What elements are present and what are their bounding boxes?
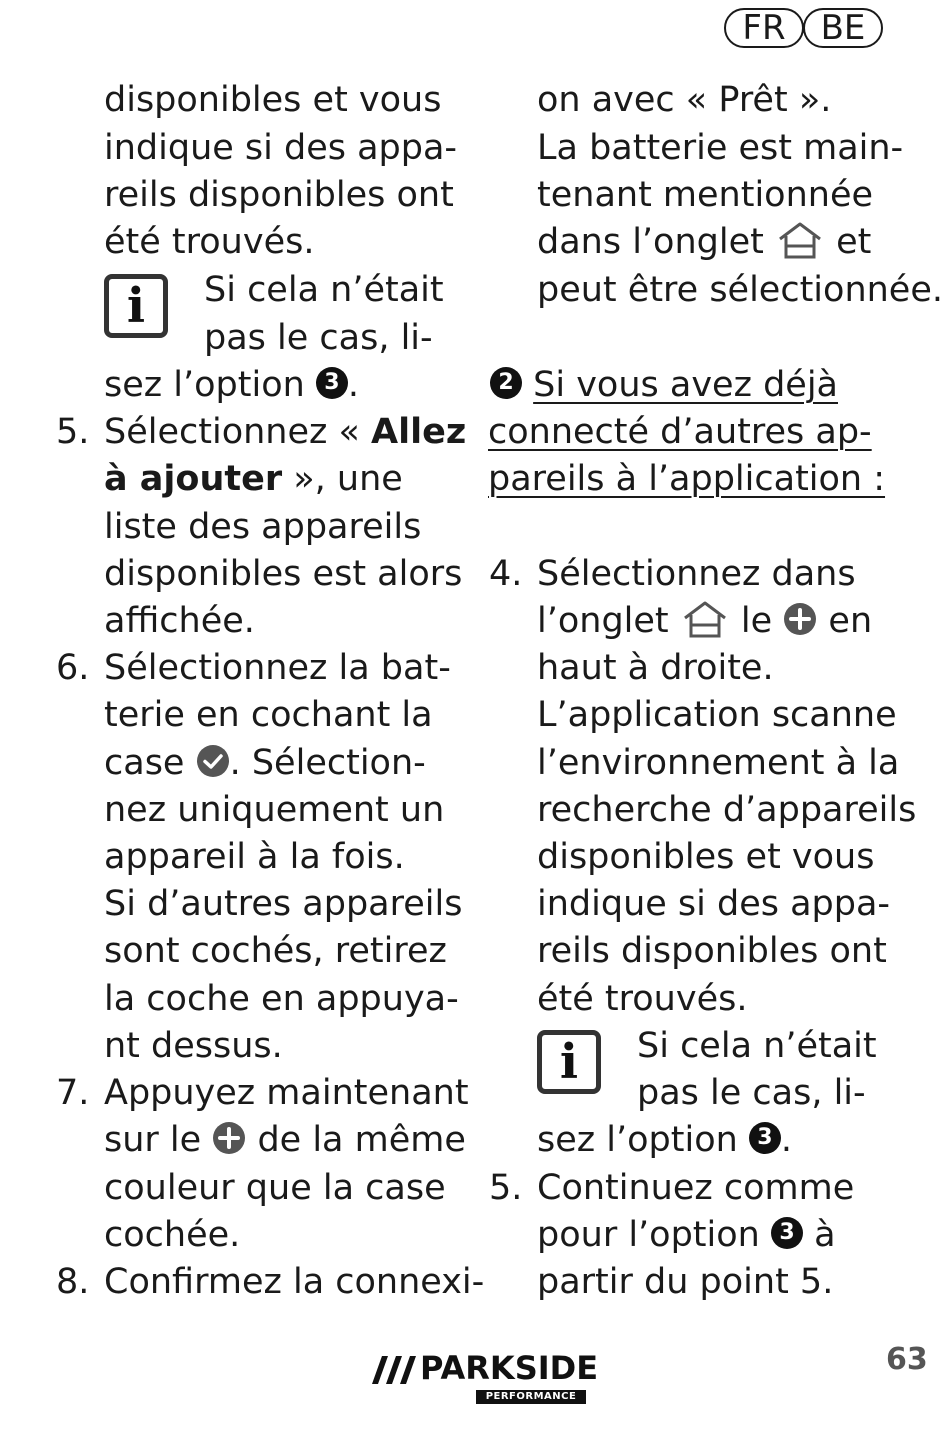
step-line: Si d’autres appareils — [104, 884, 463, 924]
note-text: sez l’option — [104, 365, 316, 405]
text-line: reils disponibles ont — [104, 175, 454, 215]
step-text: de la même — [246, 1120, 466, 1160]
text-line: La batterie est main- — [537, 128, 904, 168]
step-line: couleur que la case — [104, 1168, 446, 1208]
step-text: Sélectionnez « — [104, 412, 372, 452]
info-icon: i — [104, 274, 168, 338]
step-line: reils disponibles ont — [537, 931, 887, 971]
step-line — [104, 743, 426, 783]
step-bold-text: à ajouter — [104, 459, 283, 499]
step-line: indique si des appa- — [537, 884, 891, 924]
brand-name: PARKSIDE — [420, 1349, 599, 1387]
logo-slashes-icon — [372, 1356, 418, 1384]
note-text: sez l’option — [537, 1120, 749, 1160]
step-line — [104, 459, 403, 499]
heading-space — [522, 365, 533, 405]
step-line: sont cochés, retirez — [104, 931, 447, 971]
step-line: appareil à la fois. — [104, 837, 405, 877]
step-line: cochée. — [104, 1215, 241, 1255]
step-line: partir du point 5. — [537, 1262, 834, 1302]
text-line: peut être sélectionnée. — [537, 270, 944, 310]
option-3-badge: 3 — [316, 367, 348, 399]
text-line — [537, 222, 871, 263]
home-tab-icon — [775, 220, 825, 260]
parkside-logo — [372, 1348, 599, 1408]
text-line: indique si des appa- — [104, 128, 458, 168]
step-number: 5. — [489, 1168, 523, 1208]
step-text: à — [802, 1215, 836, 1255]
plus-circle-icon — [783, 602, 817, 636]
step-number: 4. — [489, 554, 523, 594]
info-icon: i — [537, 1030, 601, 1094]
step-text: », une — [282, 459, 403, 499]
step-text: en — [817, 601, 873, 641]
note-line — [537, 1120, 792, 1160]
step-line: affichée. — [104, 601, 255, 641]
step-line: Appuyez maintenant — [104, 1073, 469, 1113]
lang-badge-fr: FR — [724, 8, 804, 48]
page-number: 63 — [886, 1342, 928, 1377]
section-heading — [490, 365, 838, 405]
step-line — [104, 1120, 466, 1160]
step-line — [104, 412, 466, 452]
home-tab-icon — [680, 599, 730, 639]
text: dans l’onglet — [537, 222, 775, 262]
text-line: été trouvés. — [104, 222, 315, 262]
step-bold-text: Allez — [371, 412, 467, 452]
section-heading-line: pareils à l’application : — [488, 459, 886, 499]
step-line: recherche d’appareils — [537, 790, 917, 830]
step-number: 5. — [56, 412, 90, 452]
step-line — [537, 1215, 836, 1255]
text-line: tenant mentionnée — [537, 175, 874, 215]
step-number: 6. — [56, 648, 90, 688]
step-line: L’application scanne — [537, 695, 897, 735]
step-line: nez uniquement un — [104, 790, 445, 830]
note-line: Si cela n’était — [637, 1026, 877, 1066]
step-text: l’onglet — [537, 601, 680, 641]
step-line: liste des appareils — [104, 507, 422, 547]
step-line: haut à droite. — [537, 648, 774, 688]
step-line: été trouvés. — [537, 979, 748, 1019]
option-2-badge: 2 — [490, 367, 522, 399]
text-line: on avec « Prêt ». — [537, 80, 832, 120]
step-line: la coche en appuya- — [104, 979, 459, 1019]
step-line: Confirmez la connexi- — [104, 1262, 485, 1302]
step-line: l’environnement à la — [537, 743, 900, 783]
note-text: . — [780, 1120, 793, 1160]
text-line: disponibles et vous — [104, 80, 442, 120]
step-line: disponibles et vous — [537, 837, 875, 877]
step-number: 7. — [56, 1073, 90, 1113]
text: et — [824, 222, 872, 262]
heading-text: Si vous avez déjà — [533, 365, 838, 405]
option-3-badge: 3 — [749, 1122, 781, 1154]
brand-sub: PERFORMANCE — [476, 1390, 586, 1404]
step-line: disponibles est alors — [104, 554, 463, 594]
step-text: . Sélection- — [229, 743, 426, 783]
note-line — [104, 365, 359, 405]
step-text: sur le — [104, 1120, 213, 1160]
note-line: pas le cas, li- — [204, 318, 433, 358]
note-line: pas le cas, li- — [637, 1073, 866, 1113]
note-line: Si cela n’était — [204, 270, 444, 310]
step-text: pour l’option — [537, 1215, 771, 1255]
option-3-badge: 3 — [771, 1217, 803, 1249]
section-heading-line: connecté d’autres ap- — [488, 412, 872, 452]
step-text: case — [104, 743, 196, 783]
step-number: 8. — [56, 1262, 90, 1302]
step-line: Sélectionnez dans — [537, 554, 856, 594]
plus-circle-icon — [212, 1121, 246, 1155]
note-text: . — [347, 365, 360, 405]
step-line: terie en cochant la — [104, 695, 433, 735]
step-text: le — [729, 601, 784, 641]
step-line — [537, 601, 872, 642]
check-circle-icon — [196, 744, 230, 778]
lang-badge-be: BE — [803, 8, 883, 48]
step-line: nt dessus. — [104, 1026, 283, 1066]
step-line: Continuez comme — [537, 1168, 855, 1208]
step-line: Sélectionnez la bat- — [104, 648, 451, 688]
